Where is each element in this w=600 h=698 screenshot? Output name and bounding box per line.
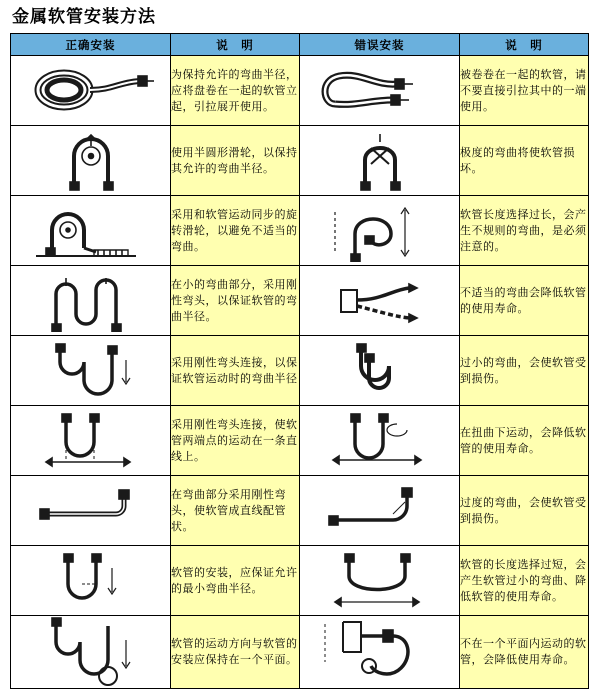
too-small-bend-icon — [300, 336, 460, 406]
twisted-u-bend-icon — [300, 406, 460, 476]
row-description: 过度的弯曲，会使软管受到损伤。 — [460, 476, 589, 546]
header-correct-desc: 说 明 — [171, 34, 300, 56]
row-description: 过小的弯曲，会使软管受到损伤。 — [460, 336, 589, 406]
table-row — [11, 56, 589, 126]
table-row — [11, 546, 589, 616]
header-correct-install: 正确安装 — [11, 34, 171, 56]
row-description: 软管的运动方向与软管的安装应保持在一个平面。 — [171, 616, 300, 689]
table-row — [11, 476, 589, 546]
rigid-elbow-straight-line-icon — [11, 406, 171, 476]
header-wrong-desc: 说 明 — [460, 34, 589, 56]
row-description: 极度的弯曲将使软管损坏。 — [460, 126, 589, 196]
table-row — [11, 126, 589, 196]
row-description: 不在一个平面内运动的软管，会降低使用寿命。 — [460, 616, 589, 689]
excessive-bend-icon — [300, 476, 460, 546]
sharp-bend-icon — [300, 126, 460, 196]
table-row — [11, 196, 589, 266]
table-row — [11, 406, 589, 476]
coiled-hose-pulled-icon — [300, 56, 460, 126]
row-description: 在小的弯曲部分，采用刚性弯头，以保证软管的弯曲半径。 — [171, 266, 300, 336]
rotating-pulley-chain-icon — [11, 196, 171, 266]
row-description: 被卷卷在一起的软管，请不要直接引拉其中的一端使用。 — [460, 56, 589, 126]
installation-methods-table — [10, 33, 589, 689]
improper-bend-icon — [300, 266, 460, 336]
min-bend-radius-icon — [11, 546, 171, 616]
table-row — [11, 616, 589, 689]
table-row — [11, 336, 589, 406]
row-description: 采用刚性弯头连接，以保证软管运动时的弯曲半径 — [171, 336, 300, 406]
row-description: 软管的安装，应保证允许的最小弯曲半径。 — [171, 546, 300, 616]
table-header-row — [11, 34, 589, 56]
row-description: 软管长度选择过长，会产生不规则的弯曲，是必须注意的。 — [460, 196, 589, 266]
straight-pipe-elbow-icon — [11, 476, 171, 546]
row-description: 在扭曲下运动，会降低软管的使用寿命。 — [460, 406, 589, 476]
different-plane-motion-icon — [300, 616, 460, 689]
row-description: 为保持允许的弯曲半径，应将盘卷在一起的软管立起，引拉展开使用。 — [171, 56, 300, 126]
rigid-bend-small-radius-icon — [11, 266, 171, 336]
half-round-pulley-icon — [11, 126, 171, 196]
row-description: 不适当的弯曲会降低软管的使用寿命。 — [460, 266, 589, 336]
row-description: 使用半圆形滑轮，以保持其允许的弯曲半径。 — [171, 126, 300, 196]
row-description: 软管的长度选择过短，会产生软管过小的弯曲、降低软管的使用寿命。 — [460, 546, 589, 616]
table-row — [11, 266, 589, 336]
row-description: 采用和软管运动同步的旋转滑轮，以避免不适当的弯曲。 — [171, 196, 300, 266]
same-plane-motion-icon — [11, 616, 171, 689]
row-description: 采用刚性弯头连接，使软管两端点的运动在一条直线上。 — [171, 406, 300, 476]
too-long-hose-icon — [300, 546, 460, 616]
row-description: 在弯曲部分采用刚性弯头，使软管成直线配管状。 — [171, 476, 300, 546]
rigid-elbow-u-icon — [11, 336, 171, 406]
page-title: 金属软管安装方法 — [12, 7, 156, 27]
irregular-long-bend-icon — [300, 196, 460, 266]
coiled-hose-icon — [11, 56, 171, 126]
header-wrong-install: 错误安装 — [300, 34, 460, 56]
